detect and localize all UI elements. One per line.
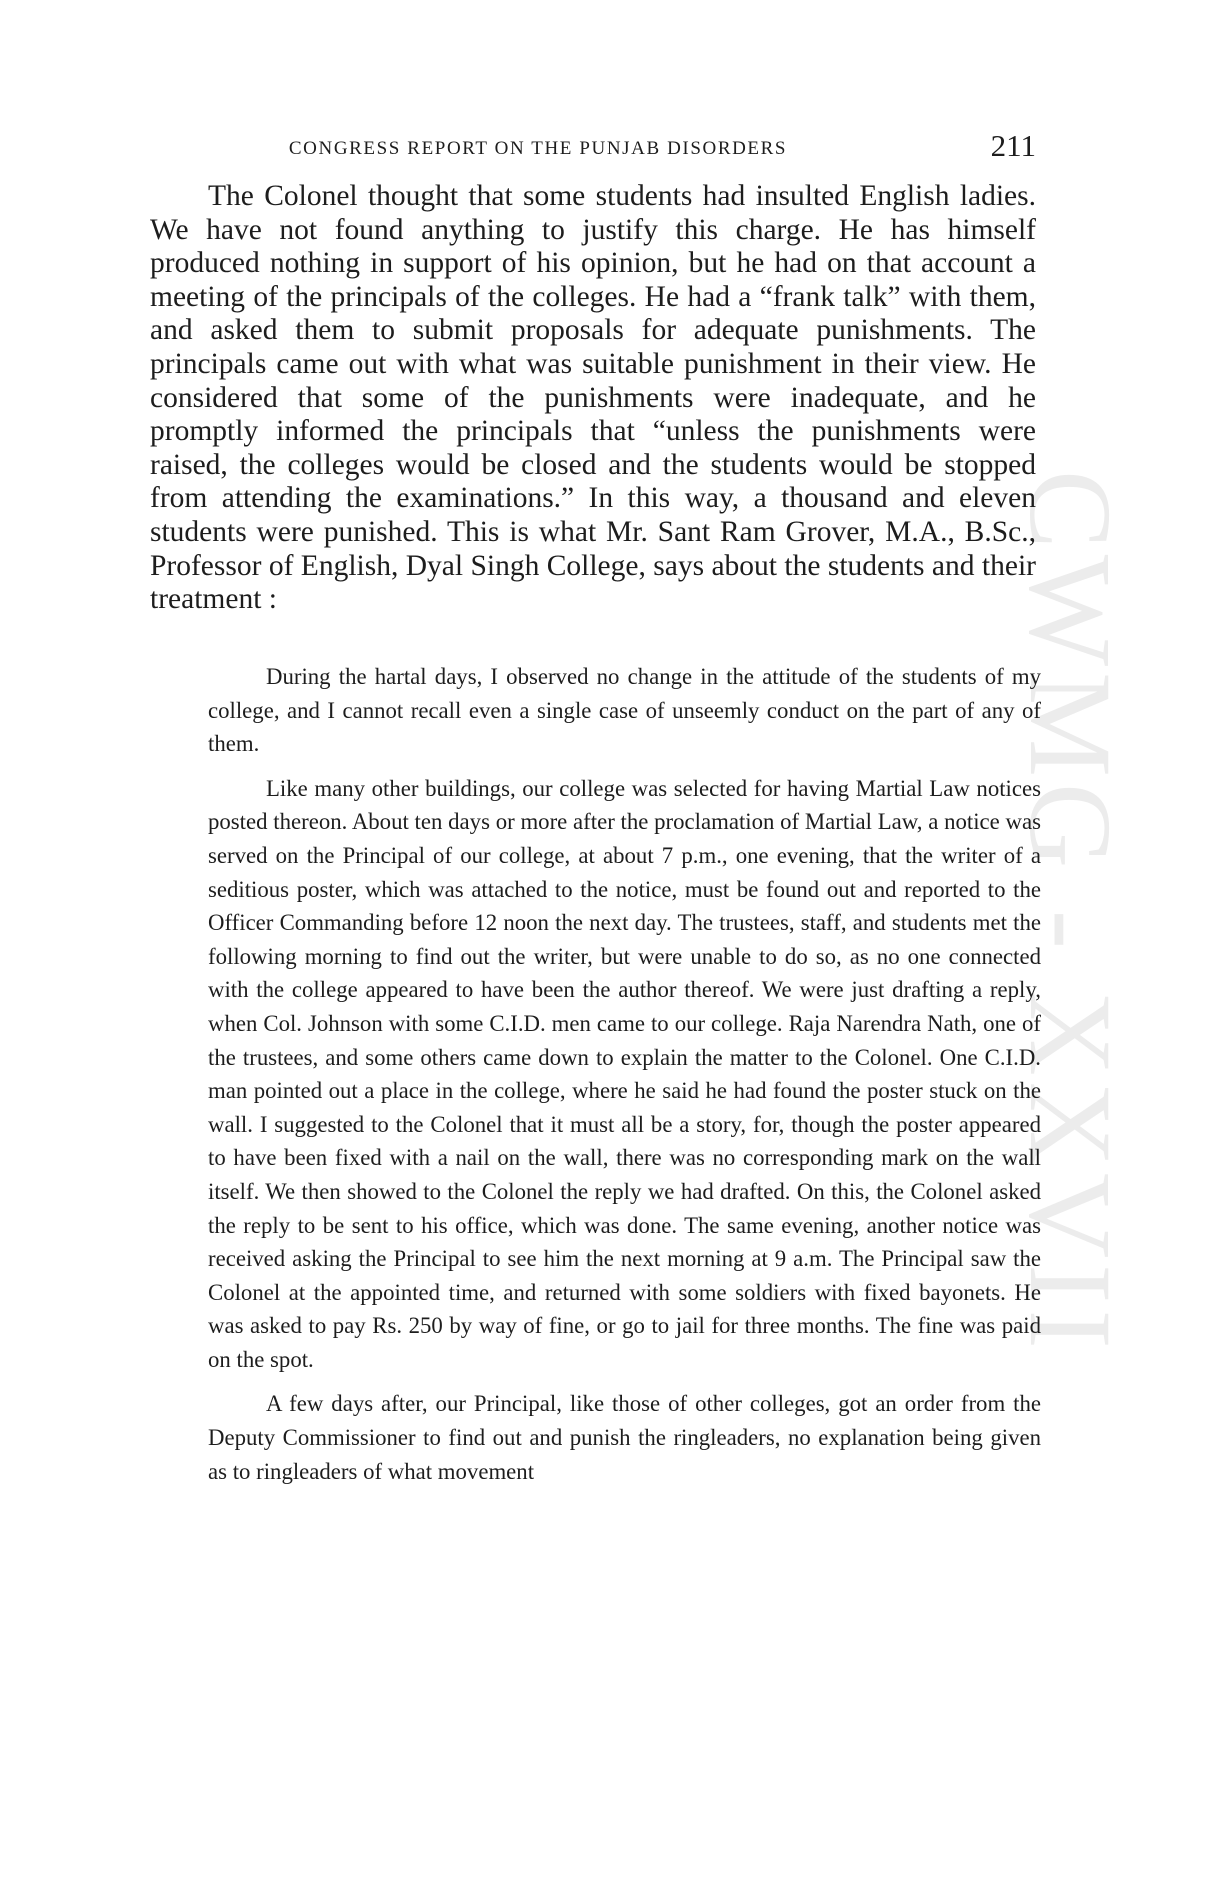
running-header (150, 128, 1036, 168)
page-number: 211 (990, 128, 1036, 163)
quote-paragraph: A few days after, our Principal, like those of other colleges, got an order from the Deputy Commissioner to find out and punish the ringleaders, no explanation being given as to ringleaders of what movement (208, 1391, 1041, 1484)
body-paragraph: The Colonel thought that some students had insulted English ladies. We have not found anything to justify this charge. He has himself produced nothing in support of his opinion, but he had on that account a meeting of the principals of the colleges. He had a “frank talk” with them, and asked them to submit proposals for adequate punishments. The principals came out with what was suitable punishment in their view. He considered that some of the punishments were inadequate, and he promptly informed the principals that “unless the punishments were raised, the colleges would be closed and the students would be stopped from attending the examinations.” In this way, a thousand and eleven students were punished. This is what Mr. Sant Ram Grover, M.A., B.Sc., Professor of English, Dyal Singh College, says about the students and their treatment : (150, 180, 1036, 616)
block-quote (208, 660, 1041, 1499)
running-title: CONGRESS REPORT ON THE PUNJAB DISORDERS (288, 138, 788, 159)
body-text (150, 180, 1036, 617)
quote-paragraph: During the hartal days, I observed no change in the attitude of the students of my college, and I cannot recall even a single case of unseemly conduct on the part of any of them. (208, 664, 1041, 757)
quote-paragraph: Like many other buildings, our college was selected for having Martial Law notices posted thereon. About ten days or more after the proclamation of Martial Law, a notice was served on the Principal of our college, at about 7 p.m., one evening, that the writer of a seditious poster, which was attached to the notice, must be found out and reported to the Officer Commanding before 12 noon the next day. The trustees, staff, and students met the following morning to find out the writer, but were unable to do so, as no one connected with the college appeared to have been the author thereof. We were just drafting a reply, when Col. Johnson with some C.I.D. men came to our college. Raja Narendra Nath, one of the trustees, and some others came down to explain the matter to the Colonel. One C.I.D. man pointed out a place in the college, where he said he had found the poster stuck on the wall. I suggested to the Colonel that it must all be a story, for, though the poster appeared to have been fixed with a nail on the wall, there was no corresponding mark on the wall itself. We then showed to the Colonel the reply we had drafted. On this, the Colonel asked the reply to be sent to his office, which was done. The same evening, another notice was received asking the Principal to see him the next morning at 9 a.m. The Principal saw the Colonel at the appointed time, and returned with some soldiers with fixed bayonets. He was asked to pay Rs. 250 by way of fine, or go to jail for three months. The fine was paid on the spot. (208, 775, 1041, 1372)
watermark-text: CWMG - XXVII (1005, 470, 1136, 1355)
